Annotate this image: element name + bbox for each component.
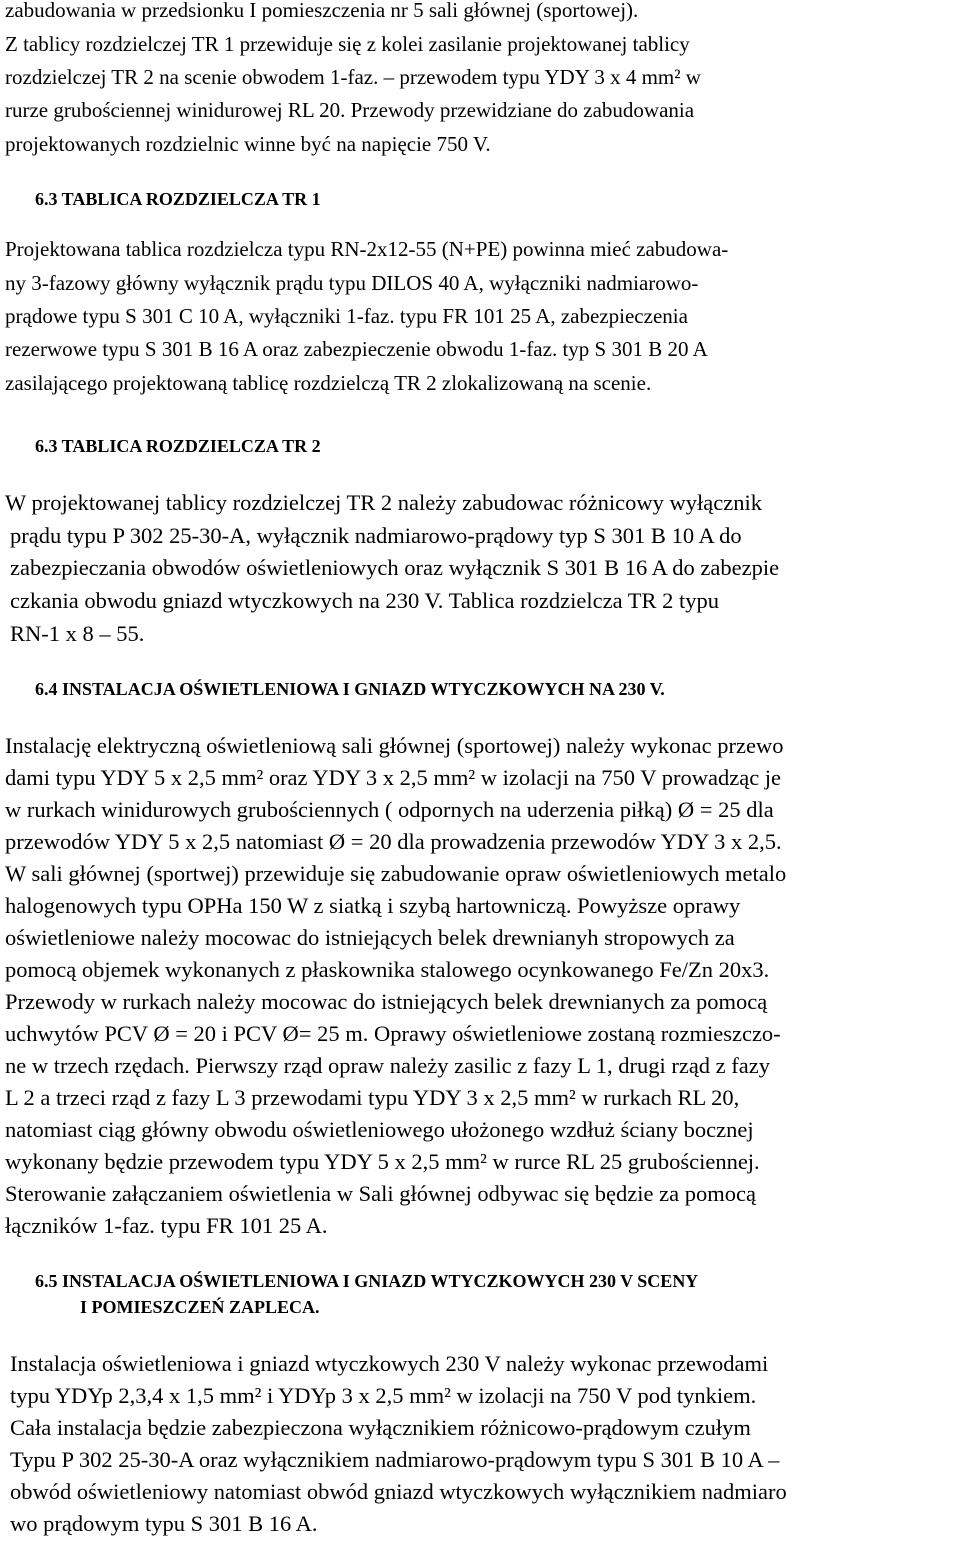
- text-line: wykonany będzie przewodem typu YDY 5 x 2,5 mm² w rurce RL 25 grubościennej.: [5, 1149, 760, 1174]
- text-line: zabudowania w przedsionku I pomieszczenia nr 5 sali głównej (sportowej).: [5, 0, 639, 22]
- text-line: Projektowana tablica rozdzielcza typu RN-2x12-55 (N+PE) powinna mieć zabudowa-: [5, 237, 729, 261]
- section-heading: 6.3 TABLICA ROZDZIELCZA TR 2: [35, 436, 321, 456]
- text-line: L 2 a trzeci rząd z fazy L 3 przewodami typu YDY 3 x 2,5 mm² w rurkach RL 20,: [5, 1085, 740, 1110]
- section-heading: 6.3 TABLICA ROZDZIELCZA TR 1: [35, 189, 321, 209]
- text-line: pomocą objemek wykonanych z płaskownika stalowego ocynkowanego Fe/Zn 20x3.: [5, 957, 770, 982]
- text-line: W sali głównej (sportwej) przewiduje się zabudowanie opraw oświetleniowych metalo: [5, 861, 787, 886]
- text-line: obwód oświetleniowy natomiast obwód gniazd wtyczkowych wyłącznikiem nadmiaro: [10, 1479, 787, 1504]
- text-line: uchwytów PCV Ø = 20 i PCV Ø= 25 m. Oprawy oświetleniowe zostaną rozmieszczo-: [5, 1021, 781, 1046]
- text-line: natomiast ciąg główny obwodu oświetleniowego ułożonego wzdłuż ściany bocznej: [5, 1117, 754, 1142]
- text-line: Instalacja oświetleniowa i gniazd wtyczkowych 230 V należy wykonac przewodami: [10, 1351, 769, 1376]
- text-line: rezerwowe typu S 301 B 16 A oraz zabezpieczenie obwodu 1-faz. typ S 301 B 20 A: [5, 337, 708, 361]
- text-line: zasilającego projektowaną tablicę rozdzielczą TR 2 zlokalizowaną na scenie.: [5, 371, 652, 395]
- text-line: rozdzielczej TR 2 na scenie obwodem 1-faz. – przewodem typu YDY 3 x 4 mm² w: [5, 65, 701, 89]
- section-heading: 6.4 INSTALACJA OŚWIETLENIOWA I GNIAZD WTYCZKOWYCH NA 230 V.: [35, 679, 665, 699]
- text-line: Cała instalacja będzie zabezpieczona wyłącznikiem różnicowo-prądowym czułym: [10, 1415, 751, 1440]
- text-line: Przewody w rurkach należy mocowac do istniejących belek drewnianych za pomocą: [5, 989, 768, 1014]
- text-line: RN-1 x 8 – 55.: [10, 621, 145, 646]
- section-heading: 6.5 INSTALACJA OŚWIETLENIOWA I GNIAZD WTYCZKOWYCH 230 V SCENY: [35, 1271, 699, 1291]
- text-line: łączników 1-faz. typu FR 101 25 A.: [5, 1213, 328, 1238]
- section-heading-cont: I POMIESZCZEŃ ZAPLECA.: [80, 1297, 320, 1317]
- text-line: zabezpieczania obwodów oświetleniowych oraz wyłącznik S 301 B 16 A do zabezpie: [10, 555, 780, 580]
- text-line: Sterowanie załączaniem oświetlenia w Sali głównej odbywac się będzie za pomocą: [5, 1181, 756, 1206]
- text-line: przewodów YDY 5 x 2,5 natomiast Ø = 20 dla prowadzenia przewodów YDY 3 x 2,5.: [5, 829, 782, 854]
- text-line: ne w trzech rzędach. Pierwszy rząd opraw należy zasilic z fazy L 1, drugi rząd z fazy: [5, 1053, 771, 1078]
- text-line: Z tablicy rozdzielczej TR 1 przewiduje się z kolei zasilanie projektowanej tablicy: [5, 32, 690, 56]
- text-line: projektowanych rozdzielnic winne być na napięcie 750 V.: [5, 132, 491, 156]
- text-line: halogenowych typu OPHa 150 W z siatką i szybą hartowniczą. Powyższe oprawy: [5, 893, 741, 918]
- text-line: w rurkach winidurowych grubościennych ( odpornych na uderzenia piłką) Ø = 25 dla: [5, 797, 774, 822]
- text-line: Instalację elektryczną oświetleniową sali głównej (sportowej) należy wykonac przewo: [5, 733, 784, 758]
- text-line: dami typu YDY 5 x 2,5 mm² oraz YDY 3 x 2,5 mm² w izolacji na 750 V prowadząc je: [5, 765, 782, 790]
- text-line: prądu typu P 302 25-30-A, wyłącznik nadmiarowo-prądowy typ S 301 B 10 A do: [10, 523, 742, 548]
- text-line: W projektowanej tablicy rozdzielczej TR 2 należy zabudowac różnicowy wyłącznik: [5, 490, 762, 515]
- text-line: prądowe typu S 301 C 10 A, wyłączniki 1-faz. typu FR 101 25 A, zabezpieczenia: [5, 304, 688, 328]
- text-line: rurze grubościennej winidurowej RL 20. Przewody przewidziane do zabudowania: [5, 98, 695, 122]
- text-line: wo prądowym typu S 301 B 16 A.: [10, 1511, 318, 1536]
- text-line: Typu P 302 25-30-A oraz wyłącznikiem nadmiarowo-prądowym typu S 301 B 10 A –: [10, 1447, 780, 1472]
- text-line: ny 3-fazowy główny wyłącznik prądu typu DILOS 40 A, wyłączniki nadmiarowo-: [5, 271, 699, 295]
- text-line: oświetleniowe należy mocowac do istniejących belek drewnianyh stropowych za: [5, 925, 735, 950]
- text-line: typu YDYp 2,3,4 x 1,5 mm² i YDYp 3 x 2,5 mm² w izolacji na 750 V pod tynkiem.: [10, 1383, 757, 1408]
- text-line: czkania obwodu gniazd wtyczkowych na 230 V. Tablica rozdzielcza TR 2 typu: [10, 588, 720, 613]
